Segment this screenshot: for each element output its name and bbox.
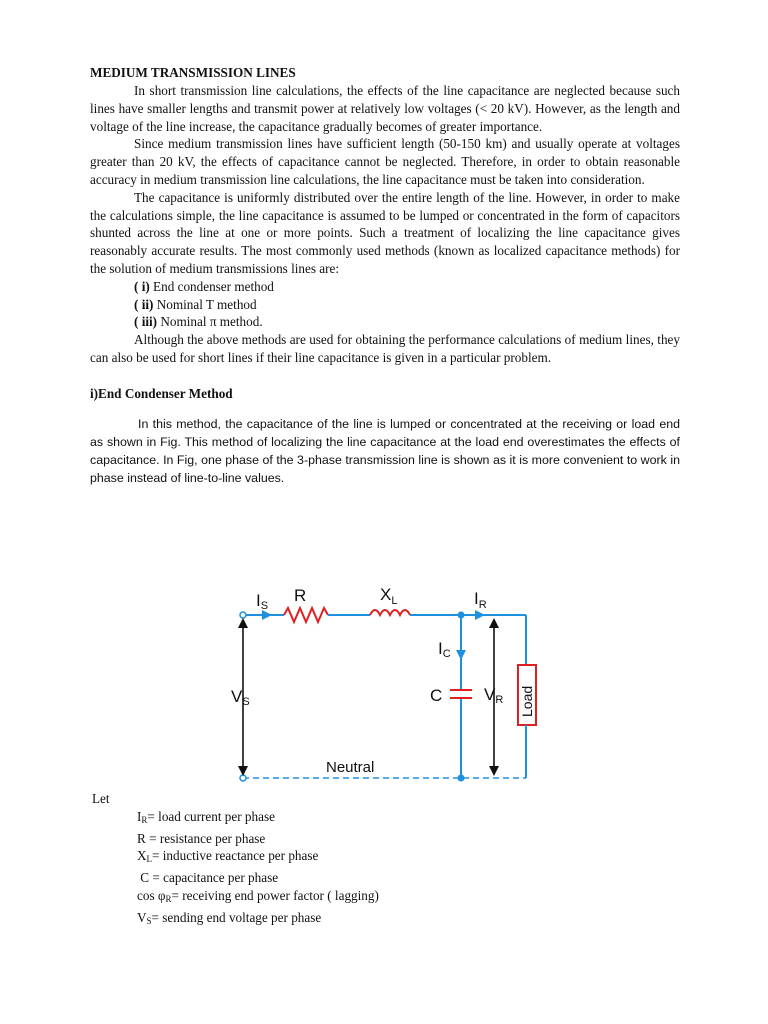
label-r: R [294, 586, 307, 605]
paragraph-1: In short transmission line calculations, the effects of the line capacitance are neglected because such lines have smaller lengths and transmit power at relatively low voltages (< 20 kV). However, as the length and voltage of the line increase, the capacitance gradually becomes of greater importance. [90, 83, 680, 134]
method-paragraph [90, 415, 680, 487]
paragraph-2: Since medium transmission lines have sufficient length (50-150 km) and usually operate at voltages greater than 20 kV, the effects of capacitance cannot be neglected. Therefore, in order to obtain reasonable accuracy in medium transmission line calculations, the line capacitance must be taken into consideration. [90, 136, 680, 187]
ir-arrow [475, 610, 485, 620]
section-heading: i)End Condenser Method [90, 385, 233, 401]
method-number: ( i) [134, 278, 150, 294]
vr-arrow-head-up [489, 618, 499, 628]
let-label: Let [92, 791, 110, 806]
inductor-symbol [370, 610, 410, 615]
label-vs: VS [231, 687, 250, 708]
definitions-section [92, 790, 592, 931]
label-load: Load [519, 685, 535, 717]
page-title: MEDIUM TRANSMISSION LINES [90, 65, 296, 80]
label-is: IS [256, 591, 269, 612]
method-item-2 [134, 296, 680, 314]
definition-item: $V_S=$ sending end voltage per phase [137, 909, 322, 926]
definitions-list [137, 808, 592, 931]
node-top [458, 612, 465, 619]
paragraph-3: The capacitance is uniformly distributed over the entire length of the line. However, in order to make the calculations simple, the line capacitance is assumed to be lumped or concentrated in the form of capacitors shunted across the line at one or more points. Such a treatment of localizing the line capacitance gives reasonably accurate results. The most commonly used methods (known as localized capacitance methods) for the solution of medium transmissions lines are: [90, 189, 680, 276]
circuit-svg [228, 580, 548, 785]
method-paragraph-text: In this method, the capacitance of the line is lumped or concentrated at the receiving or load end as shown in Fig. This method of localizing the line capacitance at the load end overestimates the effects of capacitance. In Fig, one phase of the 3-phase transmission line is shown as it is more convenient to work in phase instead of line-to-line values. [90, 416, 680, 485]
method-item-1 [134, 278, 680, 296]
label-c: C [430, 686, 443, 705]
label-neutral: Neutral [326, 759, 375, 776]
definition-item: R = resistance per phase [137, 830, 266, 846]
vr-arrow-head-down [489, 766, 499, 776]
method-number: ( iii) [134, 314, 158, 330]
circuit-diagram [228, 580, 548, 785]
label-xl: $X_L$ [380, 585, 398, 607]
label-vr: VR [484, 685, 504, 706]
definition-item: $\cos \varphi_R=$ receiving end power factor ( lagging) [137, 887, 379, 904]
definition-item: $X_L=$ inductive reactance per phase [137, 848, 319, 865]
resistor-symbol [284, 608, 328, 622]
label-ir: $I_R$ [474, 589, 487, 611]
method-label: Nominal π method. [157, 314, 263, 330]
definition-item: C = capacitance per phase [137, 870, 279, 886]
paragraph-4: Although the above methods are used for obtaining the performance calculations of medium lines, they can also be used for short lines if their line capacitance is given in a particular problem. [90, 332, 680, 365]
method-item-3 [134, 313, 680, 331]
method-number: ( ii) [134, 296, 154, 312]
method-label: End condenser method [149, 278, 274, 294]
definition-item: $I_R=$ load current per phase [137, 808, 275, 825]
label-ic: IC [438, 639, 451, 660]
vs-arrow-head-up [238, 618, 248, 628]
terminal-top [240, 612, 246, 618]
document-body [90, 64, 680, 487]
method-label: Nominal T method [153, 296, 257, 312]
ic-arrow [456, 650, 466, 660]
vs-arrow-head-down [238, 766, 248, 776]
